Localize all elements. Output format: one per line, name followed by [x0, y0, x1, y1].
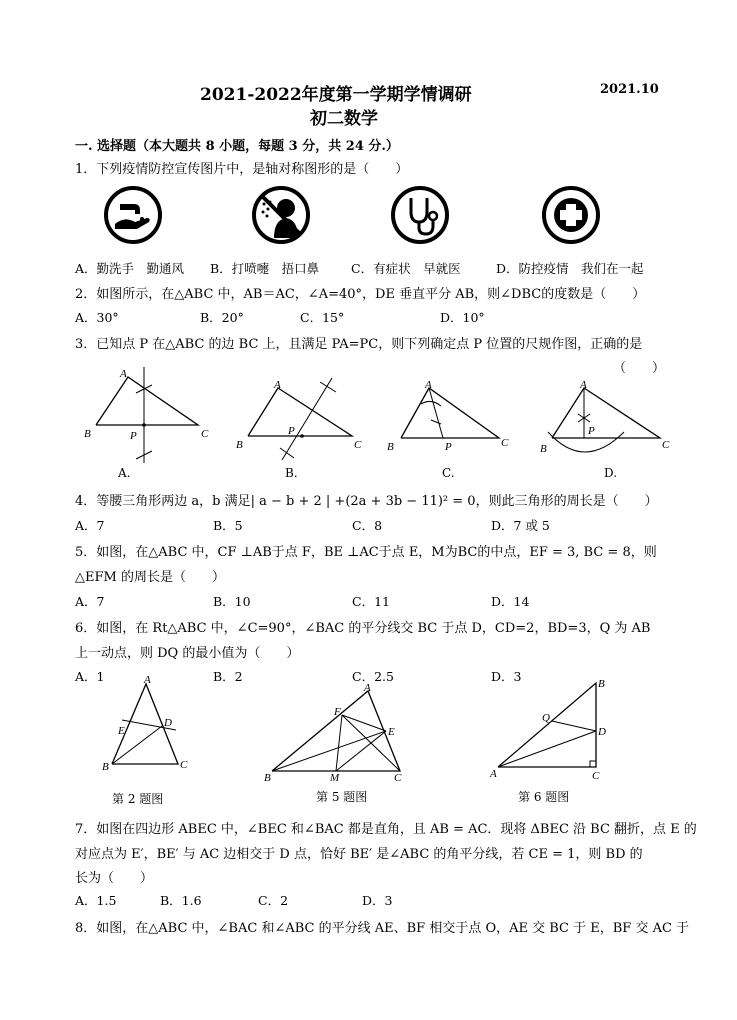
svg-text:P: P: [130, 430, 137, 442]
question-7-option-c: C．2: [258, 893, 289, 908]
question-1-stem: 1．下列疫情防控宣传图片中，是轴对称图形的是（ ）: [75, 162, 409, 177]
svg-text:P: P: [288, 425, 295, 437]
figure-3b-label: B.: [285, 466, 298, 480]
svg-text:A: A: [490, 768, 497, 780]
svg-text:A: A: [580, 379, 587, 391]
medical-cross-icon: [540, 184, 602, 246]
question-2-option-c: C．15°: [300, 310, 345, 325]
question-6-option-a: A．1: [75, 669, 105, 684]
question-7-option-b: B．1.6: [160, 893, 202, 908]
question-6-option-b: B．2: [213, 669, 243, 684]
svg-text:C: C: [354, 439, 362, 451]
figure-caption-6: 第 6 题图: [518, 790, 570, 804]
question-5-option-c: C．11: [352, 594, 390, 609]
figure-question-2: [98, 672, 198, 772]
question-1-option-b: B．打喷嚏 捂口鼻: [210, 261, 320, 276]
svg-text:A: A: [364, 683, 371, 694]
figure-question-5: [260, 683, 410, 783]
question-7-stem-line-1: 7．如图在四边形 ABEC 中，∠BEC 和∠BAC 都是直角，且 AB = AC．现将 ΔBEC 沿 BC 翻折，点 E 的: [75, 822, 697, 837]
svg-text:C: C: [592, 770, 600, 782]
svg-text:E: E: [118, 725, 125, 737]
question-6-option-d: D．3: [491, 669, 522, 684]
figure-3b: [232, 372, 372, 462]
svg-text:F: F: [334, 706, 341, 718]
svg-text:B: B: [540, 443, 547, 455]
question-6-stem-line-1: 6．如图，在 Rt△ABC 中，∠C=90°，∠BAC 的平分线交 BC 于点 D，CD=2，BD=3，Q 为 AB: [75, 621, 651, 636]
question-4-option-c: C．8: [352, 518, 383, 533]
page-subtitle: 初二数学: [310, 109, 378, 129]
figure-3a-label: A.: [118, 466, 131, 480]
svg-text:C: C: [180, 759, 188, 771]
svg-text:Q: Q: [542, 712, 550, 724]
question-3-stem: 3．已知点 P 在△ABC 的边 BC 上，且满足 PA=PC，则下列确定点 P 位置的尺规作图，正确的是: [75, 337, 643, 352]
svg-text:C: C: [501, 437, 509, 449]
question-1-option-a: A．勤洗手 勤通风: [75, 261, 185, 276]
svg-text:A: A: [144, 674, 151, 686]
svg-text:A: A: [274, 379, 281, 391]
question-7-stem-line-3: 长为（ ）: [75, 871, 154, 886]
stethoscope-icon: [389, 184, 451, 246]
svg-text:D: D: [164, 717, 172, 729]
question-4-stem: 4．等腰三角形两边 a，b 满足| a − b + 2 | +(2a + 3b − 11)² = 0，则此三角形的周长是（ ）: [75, 494, 658, 509]
svg-text:P: P: [588, 425, 595, 437]
svg-text:D: D: [598, 726, 606, 738]
svg-text:B: B: [387, 441, 394, 453]
question-2-stem: 2．如图所示，在△ABC 中，AB＝AC，∠A=40°，DE 垂直平分 AB，则∠DBC的度数是（ ）: [75, 287, 646, 302]
section-heading: 一. 选择题（本大题共 8 小题，每题 3 分，共 24 分.）: [75, 139, 399, 154]
svg-text:C: C: [394, 772, 402, 783]
question-4-option-a: A．7: [75, 518, 105, 533]
figure-3a: [78, 365, 218, 465]
svg-text:P: P: [445, 441, 452, 453]
question-7-stem-line-2: 对应点为 E′，BE′ 与 AC 边相交于 D 点，恰好 BE′ 是∠ABC 的角平分线，若 CE = 1，则 BD 的: [75, 847, 643, 862]
figure-3c-label: C.: [442, 466, 455, 480]
question-3-answer-paren: （ ）: [613, 361, 666, 376]
figure-question-6: [488, 675, 618, 785]
question-5-option-a: A．7: [75, 594, 105, 609]
svg-text:E: E: [388, 726, 395, 738]
question-1-option-d: D．防控疫情 我们在一起: [496, 261, 644, 276]
svg-text:B: B: [264, 772, 271, 783]
question-7-option-d: D．3: [362, 893, 393, 908]
svg-text:B: B: [236, 439, 243, 451]
question-7-option-a: A．1.5: [75, 893, 117, 908]
question-6-option-c: C．2.5: [352, 669, 394, 684]
question-2-option-a: A．30°: [75, 310, 119, 325]
question-5-option-d: D．14: [491, 594, 530, 609]
svg-text:M: M: [330, 772, 340, 783]
svg-text:B: B: [84, 428, 91, 440]
question-4-option-b: B．5: [213, 518, 243, 533]
figure-3d-label: D.: [604, 466, 618, 480]
question-6-stem-line-2: 上一动点，则 DQ 的最小值为（ ）: [75, 646, 300, 661]
question-2-option-d: D．10°: [440, 310, 485, 325]
hand-washing-icon: [102, 184, 164, 246]
figure-caption-5: 第 5 题图: [316, 790, 368, 804]
question-5-stem-line-2: △EFM 的周长是（ ）: [75, 570, 225, 585]
svg-text:A: A: [425, 379, 432, 391]
svg-text:C: C: [662, 439, 670, 451]
figure-caption-2: 第 2 题图: [112, 792, 164, 806]
no-sneeze-icon: [250, 184, 312, 246]
svg-text:B: B: [598, 678, 605, 690]
figure-3c: [385, 378, 515, 458]
figure-3d: [538, 376, 678, 464]
question-8-stem: 8．如图，在△ABC 中，∠BAC 和∠ABC 的平分线 AE、BF 相交于点 O，AE 交 BC 于 E，BF 交 AC 于: [75, 921, 690, 936]
question-1-option-c: C．有症状 早就医: [351, 261, 461, 276]
svg-text:B: B: [102, 761, 109, 772]
svg-text:C: C: [201, 428, 209, 440]
question-5-option-b: B．10: [213, 594, 251, 609]
question-4-option-d: D．7 或 5: [491, 518, 550, 533]
exam-date: 2021.10: [600, 82, 659, 97]
question-2-option-b: B．20°: [200, 310, 244, 325]
svg-text:A: A: [120, 368, 127, 380]
page-title: 2021-2022年度第一学期学情调研: [200, 85, 472, 105]
question-5-stem-line-1: 5．如图，在△ABC 中，CF ⊥AB于点 F，BE ⊥AC于点 E，M为BC的中点，EF = 3, BC = 8，则: [75, 545, 657, 560]
